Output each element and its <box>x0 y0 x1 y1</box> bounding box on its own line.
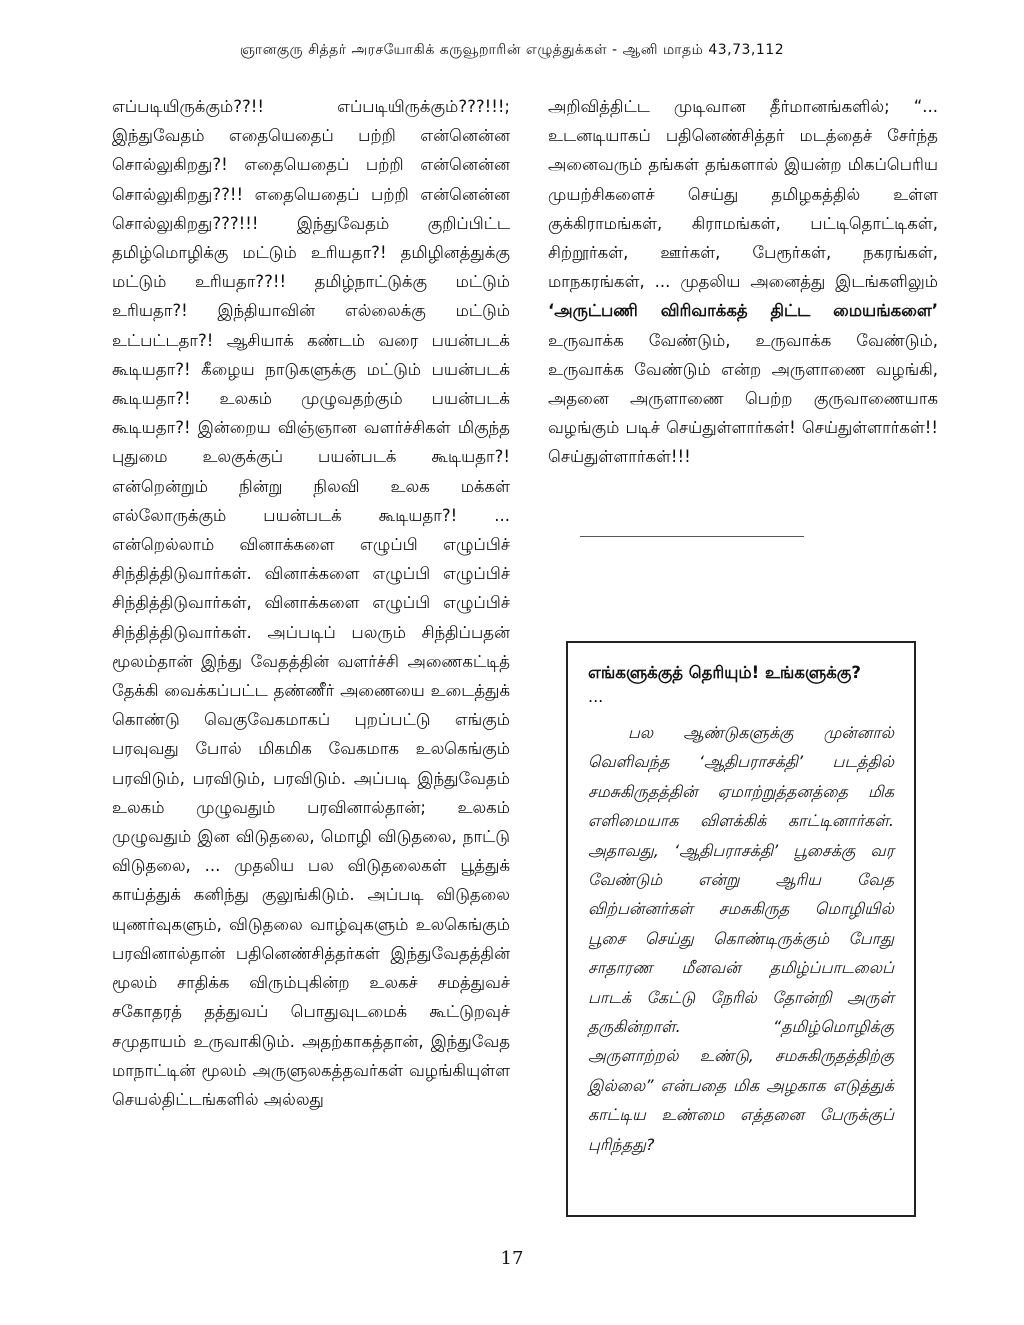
left-column <box>112 92 510 1114</box>
boxed-note <box>566 641 916 1217</box>
running-header: ஞானகுரு சித்தர் அரசயோகிக் கருவூறாரின் எழுத்துக்கள் - ஆனி மாதம் 43,73,112 <box>239 42 785 58</box>
boxed-note-title: எங்களுக்குத் தெரியும்! உங்களுக்கு? <box>588 663 861 682</box>
section-divider <box>580 536 804 537</box>
right-column <box>548 92 938 472</box>
right-text-after-bold: உருவாக்க வேண்டும், உருவாக்க வேண்டும், உருவாக்க வேண்டும் என்ற அருளாணை வழங்கி, அதனை அருளாணை பெற்ற குருவாணையாக வழங்கும் படிச் செய்துள்ளார்கள்! செய்துள்ளார்கள்!! செய்துள்ளார்கள்!!! <box>548 330 938 467</box>
boxed-note-body: பல ஆண்டுகளுக்கு முன்னால் வெளிவந்த ‘ஆதிபராசக்தி’ படத்தில் சமசுகிருதத்தின் ஏமாற்றுத்தனத்தை மிக எளிமையாக விளக்கிக் காட்டினார்கள். அதாவது, ‘ஆதிபராசக்தி’ பூசைக்கு வர வேண்டும் என்று ஆரிய வேத விற்பன்னர்கள் சமசுகிருத மொழியில் பூசை செய்து கொண்டிருக்கும் போது சாதாரண மீனவன் தமிழ்ப்பாடலைப் பாடக் கேட்டு நேரில் தோன்றி அருள் தருகின்றாள். “தமிழ்மொழிக்கு அருளாற்றல் உண்டு, சமசுகிருதத்திற்கு இல்லை” என்பதை மிக அழகாக எடுத்துக் காட்டிய உண்மை எத்தனை பேருக்குப் புரிந்தது? <box>588 723 894 1154</box>
right-text-before-bold: அறிவித்திட்ட முடிவான தீர்மானங்களில்; “... உடனடியாகப் பதினெண்சித்தர் மடத்தைச் சேர்ந்த அனைவரும் தங்கள் தங்களால் இயன்ற மிகப்பெரிய முயற்சிகளைச் செய்து தமிழகத்தில் உள்ள குக்கிராமங்கள், கிராமங்கள், பட்டிதொட்டிகள், சிற்றூர்கள், ஊர்கள், பேரூர்கள், நகரங்கள், மாநகரங்கள், ... முதலிய அனைத்து இடங்களிலும் <box>548 97 938 292</box>
right-bold-phrase: ‘அருட்பணி விரிவாக்கத் திட்ட மையங்களை’ <box>548 301 938 321</box>
boxed-note-ellipsis: ... <box>588 687 604 706</box>
page-number: 17 <box>500 1248 524 1269</box>
right-column-text <box>548 92 938 472</box>
left-column-text: எப்படியிருக்கும்??!! எப்படியிருக்கும்???!!!; இந்துவேதம் எதையெதைப் பற்றி என்னென்ன சொல்லுகிறது?! எதையெதைப் பற்றி என்னென்ன சொல்லுகிறது??!! எதையெதைப் பற்றி என்னென்ன சொல்லுகிறது???!!! இந்துவேதம் குறிப்பிட்ட தமிழ்மொழிக்கு மட்டும் உரியதா?! தமிழினத்துக்கு மட்டும் உரியதா??!! தமிழ்நாட்டுக்கு மட்டும் உரியதா?! இந்தியாவின் எல்லைக்கு மட்டும் உட்பட்டதா?! ஆசியாக் கண்டம் வரை பயன்படக் கூடியதா?! கீழைய நாடுகளுக்கு மட்டும் பயன்படக் கூடியதா?! உலகம் முழுவதற்கும் பயன்படக் கூடியதா?! இன்றைய விஞ்ஞான வளர்ச்சிகள் மிகுந்த புதுமை உலகுக்குப் பயன்படக் கூடியதா?! என்றென்றும் நின்று நிலவி உலக மக்கள் எல்லோருக்கும் பயன்படக் கூடியதா?! ... என்றெல்லாம் வினாக்களை எழுப்பி எழுப்பிச் சிந்தித்திடுவார்கள். வினாக்களை எழுப்பி எழுப்பிச் சிந்தித்திடுவார்கள், வினாக்களை எழுப்பி எழுப்பிச் சிந்தித்திடுவார்கள். அப்படிப் பலரும் சிந்திப்பதன் மூலம்தான் இந்து வேதத்தின் வளர்ச்சி அணைகட்டித் தேக்கி வைக்கப்பட்ட தண்ணீர் அணையை உடைத்துக் கொண்டு வெகுவேகமாகப் புறப்பட்டு எங்கும் பரவுவது போல் மிகமிக வேகமாக உலகெங்கும் பரவிடும், பரவிடும், பரவிடும். அப்படி இந்துவேதம் உலகம் முழுவதும் பரவினால்தான்; உலகம் முழுவதும் இன விடுதலை, மொழி விடுதலை, நாட்டு விடுதலை, ... முதலிய பல விடுதலைகள் பூத்துக் காய்த்துக் கனிந்து குலுங்கிடும். அப்படி விடுதலை யுணர்வுகளும், விடுதலை வாழ்வுகளும் உலகெங்கும் பரவினால்தான் பதினெண்சித்தர்கள் இந்துவேதத்தின் மூலம் சாதிக்க விரும்புகின்ற உலகச் சமத்துவச் சகோதரத் தத்துவப் பொதுவுடமைக் கூட்டுறவுச் சமுதாயம் உருவாகிடும். அதற்காகத்தான், இந்துவேத மாநாட்டின் மூலம் அருளுலகத்தவர்கள் வழங்கியுள்ள செயல்திட்டங்களில் அல்லது <box>112 97 510 1109</box>
